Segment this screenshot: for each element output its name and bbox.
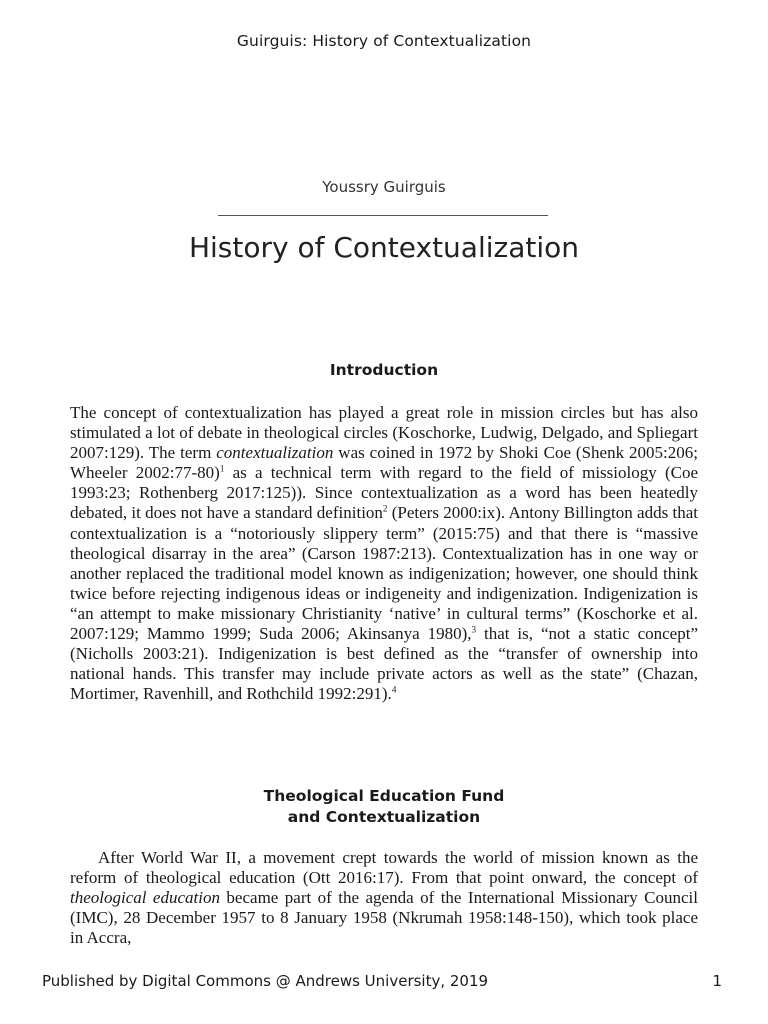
emphasis-term: theological education bbox=[70, 888, 220, 908]
section-heading-introduction: Introduction bbox=[329, 361, 439, 379]
paragraph-theological-education bbox=[70, 848, 698, 948]
section-heading-theological-education bbox=[0, 786, 768, 828]
heading-line-1: Theological Education Fund bbox=[263, 787, 505, 805]
running-head: Guirguis: History of Contextualization bbox=[236, 32, 532, 50]
text-run: The concept of contextualization has played a great role in mission circles but has also stimulated a lot of debate in theological circles (Koschorke, Ludwig, Delgado, and Spliegart 2007:129). The term bbox=[70, 403, 698, 463]
emphasis-term: contextualization bbox=[216, 443, 334, 463]
heading-line-2: and Contextualization bbox=[287, 808, 481, 826]
text-run: was coined in 1972 by Shoki Coe (Shenk 2005:206; Wheeler 2002:77-80) bbox=[70, 443, 698, 483]
footnote-marker-2[interactable]: 2 bbox=[382, 503, 388, 514]
paragraph-introduction bbox=[70, 403, 698, 704]
page-number: 1 bbox=[712, 972, 722, 990]
footnote-marker-3[interactable]: 3 bbox=[471, 624, 476, 635]
footnote-marker-1[interactable]: 1 bbox=[219, 463, 225, 474]
author-name: Youssry Guirguis bbox=[322, 178, 446, 196]
title-rule bbox=[218, 215, 548, 216]
text-run: that is, “not a static concept” (Nicholls 2003:21). Indigenization is best defined as the “transfer of ownership into national hands. This transfer may include private actors as well as the state” (Chazan, Mortimer, Ravenhill, and Rothchild 1992:291). bbox=[70, 624, 698, 704]
footnote-marker-4[interactable]: 4 bbox=[391, 684, 397, 695]
article-title: History of Contextualization bbox=[188, 231, 580, 264]
text-run: (Peters 2000:ix). Antony Billington adds that contextualization is a “notoriously slippery term” (2015:75) and that there is “massive theological disarray in the area” (Carson 1987:213). Contextualization has in one way or another replaced the traditional model known as indigenization; however, one should think twice before rejecting indigenous ideas or indigeneity and indigenization. Indigenization is “an attempt to make missionary Christianity ‘native’ in cultural terms” (Koschorke et al. 2007:129; Mammo 1999; Suda 2006; Akinsanya 1980), bbox=[70, 503, 698, 644]
publisher-footer: Published by Digital Commons @ Andrews University, 2019 bbox=[42, 972, 489, 990]
text-run: became part of the agenda of the International Missionary Council (IMC), 28 December 1957 to 8 January 1958 (Nkrumah 1958:148-150), which took place in Accra, bbox=[70, 888, 698, 948]
text-run: as a technical term with regard to the field of missiology (Coe 1993:23; Rothenberg 2017:125)). Since contextualization as a word has been heatedly debated, it does not have a standard definition bbox=[70, 463, 698, 523]
text-run: After World War II, a movement crept towards the world of mission known as the reform of theological education (Ott 2016:17). From that point onward, the concept of bbox=[70, 848, 698, 888]
